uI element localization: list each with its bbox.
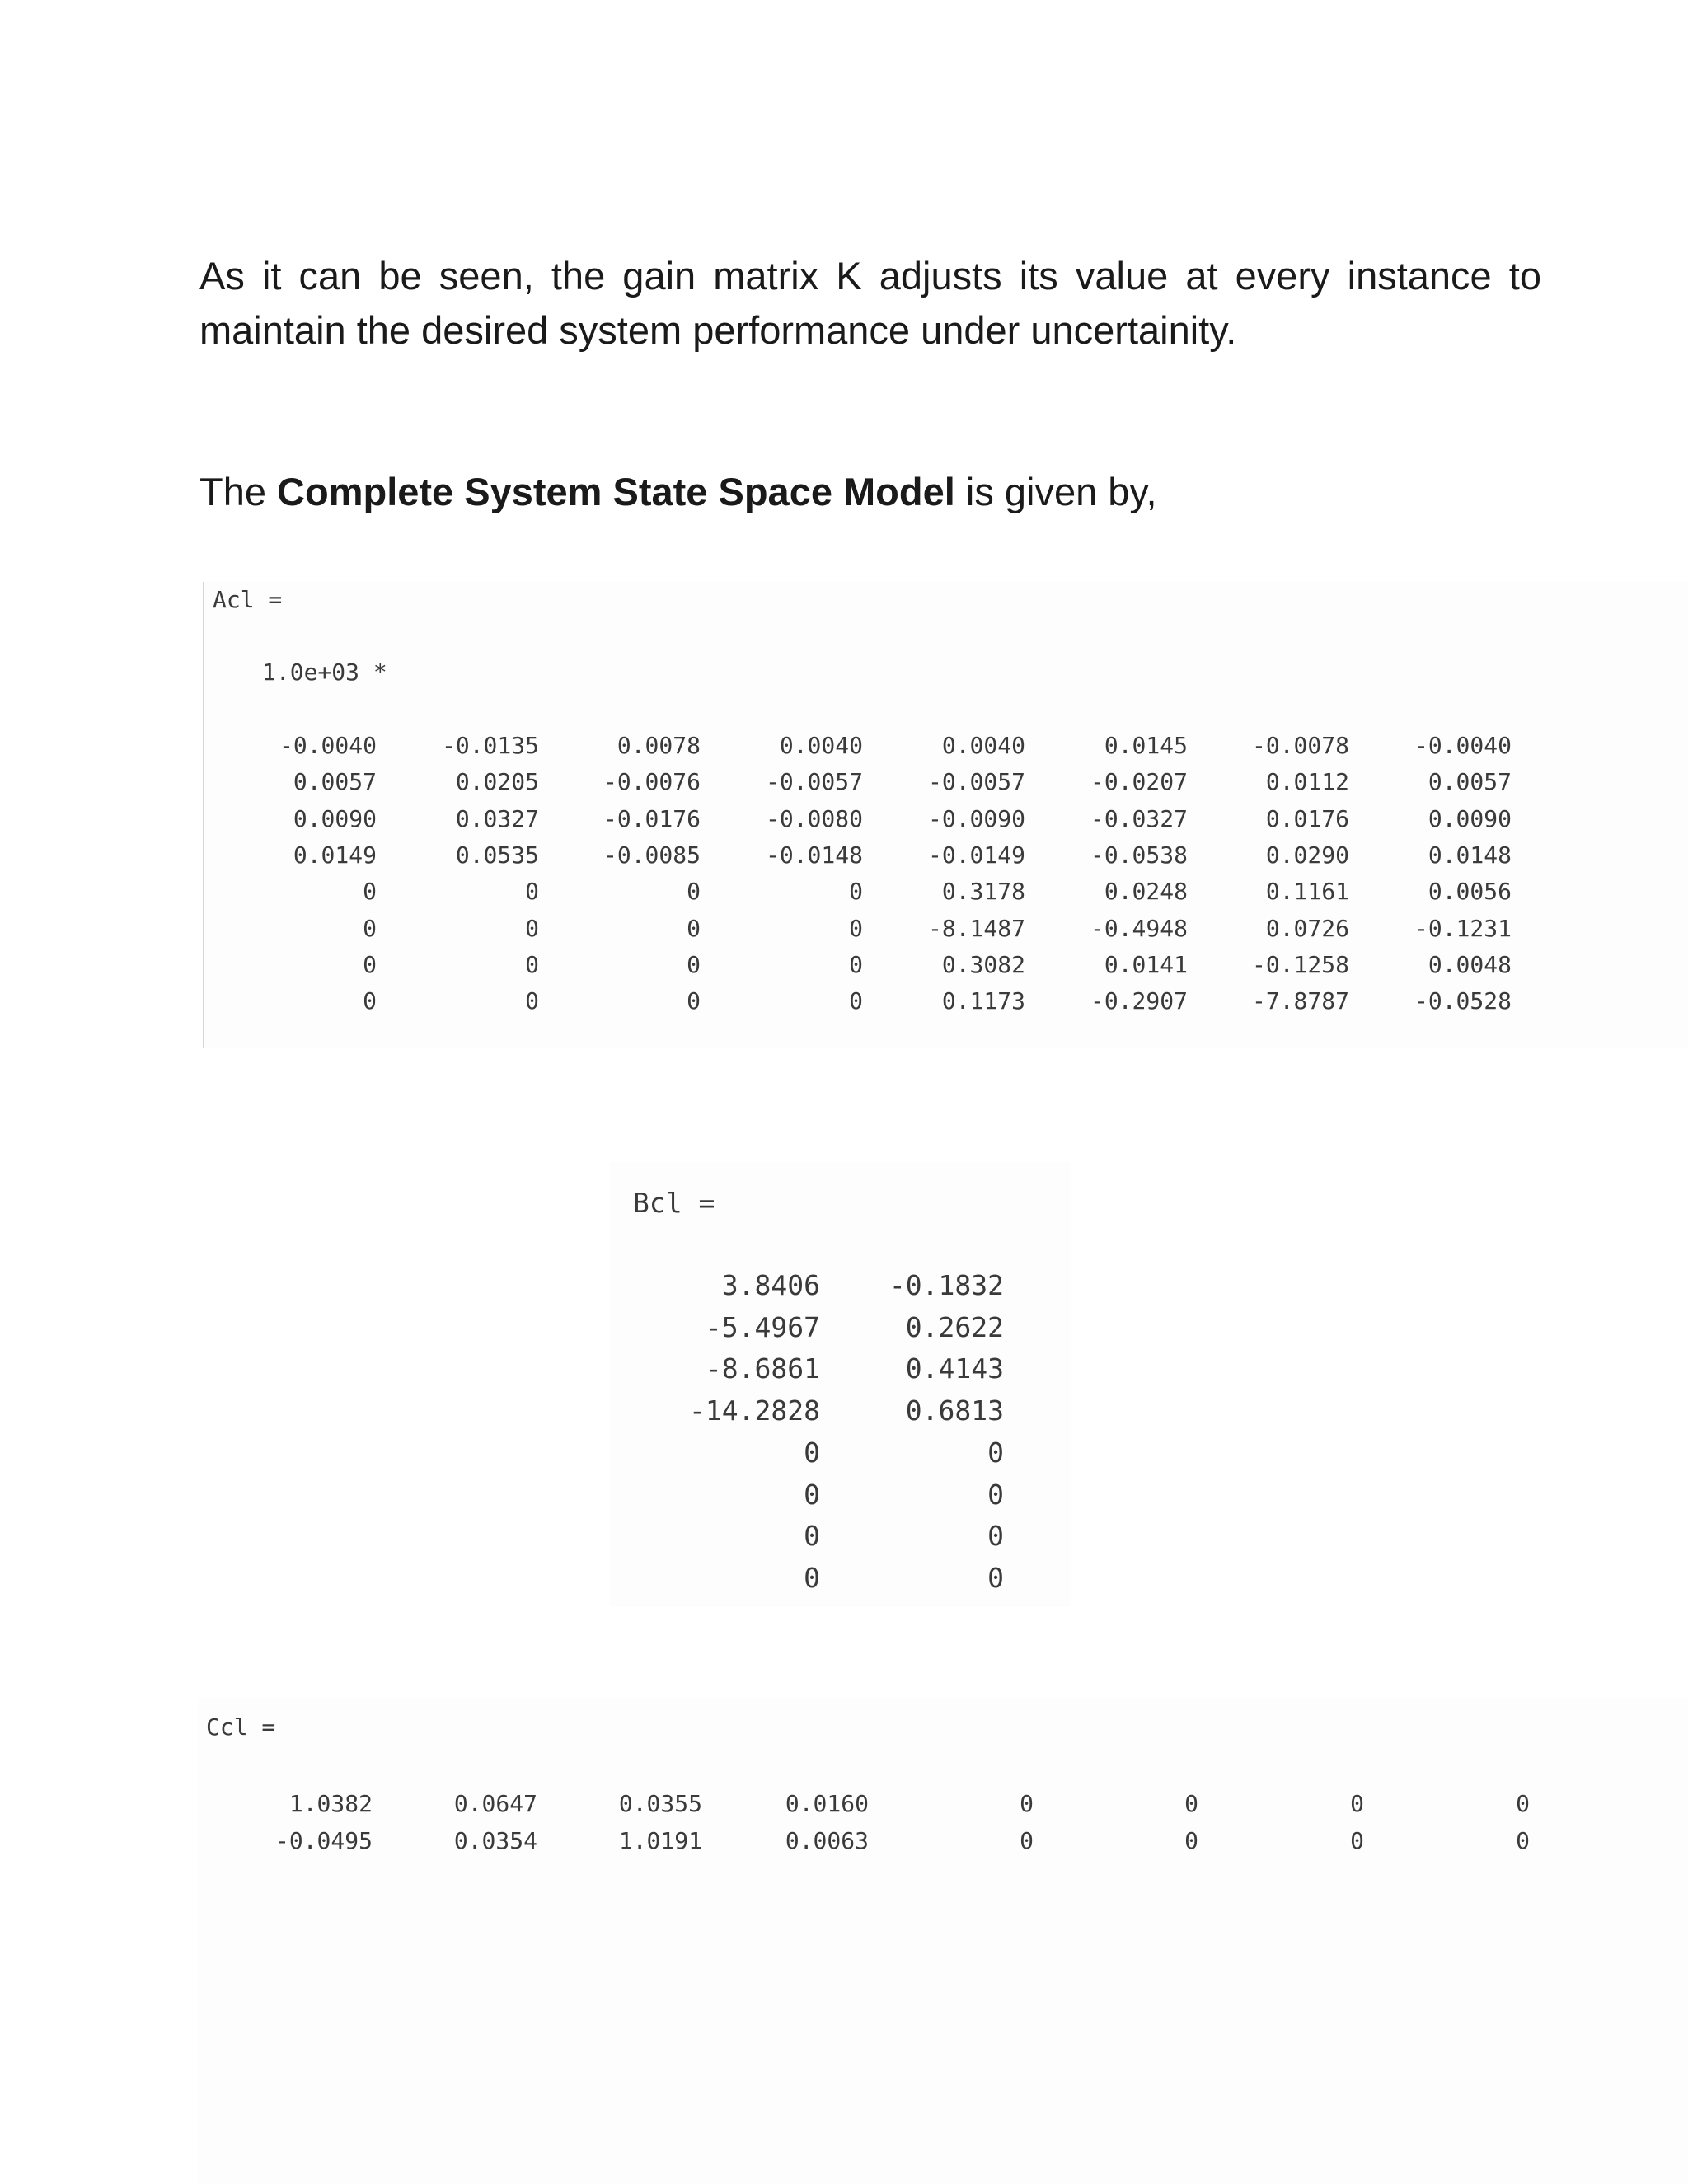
intro-suffix: is given by,: [954, 470, 1157, 513]
acl-matrix-cell: -0.4948: [1090, 914, 1188, 942]
acl-matrix-cell: -0.0076: [603, 768, 701, 796]
acl-matrix-cell: -0.0538: [1090, 841, 1188, 869]
bcl-matrix-cell: -8.6861: [705, 1352, 820, 1385]
bcl-matrix-cell: 0.2622: [905, 1310, 1004, 1343]
acl-matrix-cell: 0.0148: [1428, 841, 1512, 869]
intro-prefix: The: [199, 470, 278, 513]
acl-matrix-cell: 0.0205: [455, 768, 539, 796]
acl-matrix-cell: -0.0040: [279, 732, 377, 759]
acl-matrix-cell: 0.0040: [779, 732, 863, 759]
bcl-matrix-cell: -5.4967: [705, 1310, 820, 1343]
bcl-matrix-cell: 0: [804, 1561, 820, 1594]
paragraph-gain-matrix: As it can be seen, the gain matrix K adjusts its value at every instance to maintain the desired system performance under uncertainity.: [199, 254, 1541, 352]
acl-matrix-cell: -0.0090: [927, 804, 1025, 832]
acl-matrix-cell: 0.0535: [455, 841, 539, 869]
acl-matrix-cell: -0.0148: [765, 841, 863, 869]
acl-matrix-cell: 0.0248: [1104, 878, 1188, 906]
acl-matrix-cell: 0.0090: [293, 804, 377, 832]
acl-matrix-cell: -0.0057: [765, 768, 863, 796]
acl-matrix-cell: -0.0078: [1251, 732, 1349, 759]
acl-matrix-cell: -0.2907: [1090, 987, 1188, 1015]
acl-matrix-cell: 0: [849, 987, 863, 1015]
acl-matrix-cell: -0.0080: [765, 804, 863, 832]
acl-matrix-cell: 0.0145: [1104, 732, 1188, 759]
acl-matrix-cell: 0.0057: [1428, 768, 1512, 796]
acl-matrix-cell: 0.0726: [1265, 914, 1349, 942]
acl-matrix-cell: 0.0078: [617, 732, 701, 759]
ccl-matrix-cell: 0: [1350, 1790, 1364, 1817]
acl-matrix-cell: 0: [525, 987, 539, 1015]
acl-matrix-cell: 0.3178: [941, 878, 1025, 906]
acl-matrix-cell: 0.0048: [1428, 950, 1512, 978]
acl-matrix-cell: 0: [363, 987, 377, 1015]
acl-matrix-cell: 0: [525, 878, 539, 906]
bcl-matrix-cell: 0: [987, 1478, 1004, 1511]
intro-bold-term: Complete System State Space Model: [277, 470, 955, 513]
acl-label: Acl =: [213, 586, 283, 613]
acl-scale-factor: 1.0e+03 *: [262, 658, 387, 686]
acl-matrix-cell: 0: [849, 878, 863, 906]
bcl-matrix-cell: 0.4143: [905, 1352, 1004, 1385]
bcl-matrix-cell: 0.6813: [905, 1394, 1004, 1427]
bcl-matrix-cell: 0: [987, 1520, 1004, 1553]
ccl-matrix-cell: 0: [1184, 1790, 1198, 1817]
ccl-matrix-cell: 0.0063: [785, 1827, 869, 1854]
acl-matrix-cell: 0: [687, 987, 701, 1015]
acl-matrix-cell: 0: [687, 878, 701, 906]
ccl-matrix-cell: -0.0495: [274, 1827, 373, 1854]
acl-matrix-cell: 0.0141: [1104, 950, 1188, 978]
acl-matrix-cell: 0: [687, 950, 701, 978]
bcl-matrix-cell: 0: [804, 1478, 820, 1511]
bcl-matrix-cell: -14.2828: [689, 1394, 820, 1427]
ccl-matrix-cell: 0: [1020, 1790, 1034, 1817]
ccl-label: Ccl =: [206, 1713, 276, 1741]
acl-matrix-cell: -7.8787: [1251, 987, 1349, 1015]
acl-matrix-cell: -0.0135: [441, 732, 539, 759]
acl-matrix-cell: -0.1258: [1251, 950, 1349, 978]
acl-matrix-cell: -0.0528: [1414, 987, 1512, 1015]
acl-matrix-cell: 0.0149: [293, 841, 377, 869]
acl-matrix-cell: -0.0149: [927, 841, 1025, 869]
bcl-label: Bcl =: [633, 1187, 715, 1219]
ccl-matrix-cell: 0: [1020, 1827, 1034, 1854]
ccl-matrix-cell: 0: [1516, 1790, 1530, 1817]
ccl-matrix-cell: 0.0355: [618, 1790, 702, 1817]
acl-matrix-cell: 0.0112: [1265, 768, 1349, 796]
acl-matrix-cell: 0: [849, 914, 863, 942]
acl-matrix-cell: 0: [363, 914, 377, 942]
bcl-matrix-cell: 0: [804, 1436, 820, 1469]
acl-matrix-cell: 0: [525, 914, 539, 942]
acl-matrix-cell: 0.0040: [941, 732, 1025, 759]
acl-matrix-cell: -0.0085: [603, 841, 701, 869]
acl-matrix-cell: 0.0057: [293, 768, 377, 796]
bcl-matrix-cell: 0: [987, 1561, 1004, 1594]
acl-matrix-cell: 0: [687, 914, 701, 942]
ccl-matrix-cell: 0: [1350, 1827, 1364, 1854]
acl-matrix-cell: 0.0290: [1265, 841, 1349, 869]
ccl-matrix-cell: 1.0191: [618, 1827, 702, 1854]
ccl-matrix-cell: 0: [1516, 1827, 1530, 1854]
acl-matrix-cell: 0.3082: [941, 950, 1025, 978]
bcl-matrix-cell: 3.8406: [721, 1269, 820, 1301]
acl-matrix-cell: 0.1161: [1265, 878, 1349, 906]
acl-matrix-cell: 0.0090: [1428, 804, 1512, 832]
acl-matrix-cell: 0.0056: [1428, 878, 1512, 906]
acl-matrix-cell: 0: [849, 950, 863, 978]
acl-matrix-cell: -0.0040: [1414, 732, 1512, 759]
ccl-matrix-cell: 0.0160: [785, 1790, 869, 1817]
acl-matrix-cell: 0.0327: [455, 804, 539, 832]
acl-matrix-cell: -8.1487: [927, 914, 1025, 942]
acl-matrix-cell: 0: [525, 950, 539, 978]
acl-matrix-cell: 0.1173: [941, 987, 1025, 1015]
acl-matrix-cell: -0.0207: [1090, 768, 1188, 796]
bcl-matrix-cell: -0.1832: [889, 1269, 1004, 1301]
bcl-matrix-cell: 0: [987, 1436, 1004, 1469]
acl-matrix-cell: 0: [363, 950, 377, 978]
acl-matrix-panel: [203, 582, 1688, 1048]
bcl-matrix-panel: [610, 1162, 1071, 1607]
acl-matrix-cell: -0.0057: [927, 768, 1025, 796]
acl-matrix-cell: -0.0327: [1090, 804, 1188, 832]
ccl-matrix-cell: 0.0354: [453, 1827, 537, 1854]
bcl-matrix-cell: 0: [804, 1520, 820, 1553]
acl-matrix-cell: 0.0176: [1265, 804, 1349, 832]
paragraph-state-space-intro: [199, 465, 1541, 519]
ccl-matrix-panel: [198, 1698, 1688, 2184]
ccl-matrix-cell: 1.0382: [288, 1790, 373, 1817]
ccl-matrix-cell: 0: [1184, 1827, 1198, 1854]
acl-matrix-cell: -0.1231: [1414, 914, 1512, 942]
ccl-matrix-cell: 0.0647: [453, 1790, 537, 1817]
acl-matrix-cell: 0: [363, 878, 377, 906]
acl-matrix-cell: -0.0176: [603, 804, 701, 832]
